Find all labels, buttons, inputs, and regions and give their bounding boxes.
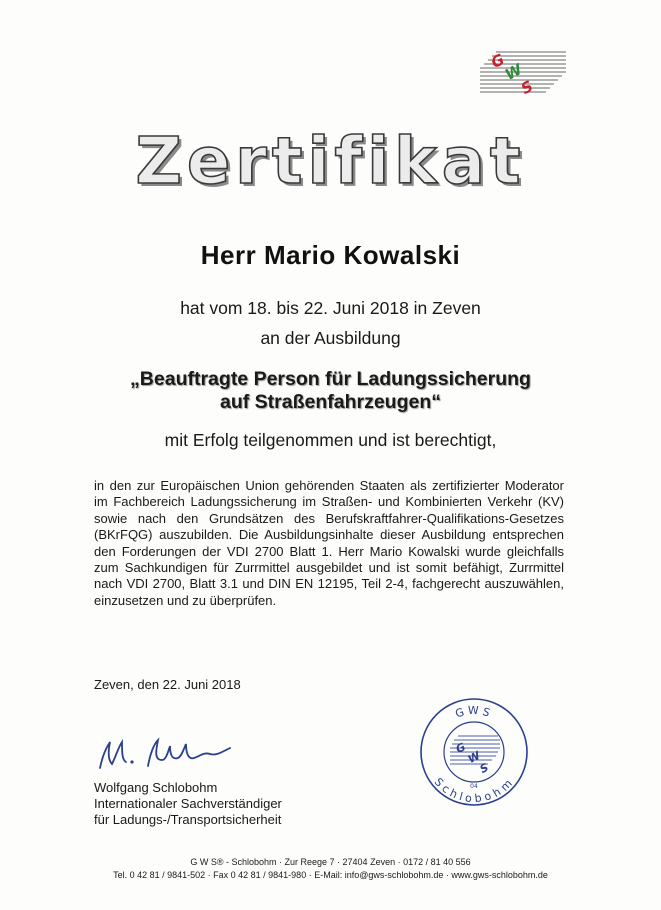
period-line: hat vom 18. bis 22. Juni 2018 in Zeven bbox=[180, 298, 481, 318]
signer-title-1: Internationaler Sachverständiger bbox=[94, 796, 282, 811]
svg-text:S: S bbox=[477, 760, 491, 777]
certificate-body: in den zur Europäischen Union gehörenden Staaten als zertifizierter Moderator im Fachbereich Ladungssicherung im Straßen- und Kombinierten Verkehr (KV) sowie nach den Grundsätzen des Berufskraftfahrer-Qualifikations-Gesetzes (BKrFQG) auszubilden. Die Ausbildungsinhalte dieser Ausbildung entsprechen den Forderungen der VDI 2700 Blatt 1. Herr Mario Kowalski wurde gleichfalls zum Sachkundigen für Zurrmittel ausgebildet und ist somit befähigt, Zurrmittel nach VDI 2700, Blatt 3.1 und DIN EN 12195, Teil 2-4, fachgerecht auszuwählen, einzusetzen und zu überprüfen. bbox=[94, 478, 564, 608]
signer-block bbox=[94, 780, 282, 828]
signature-icon bbox=[92, 730, 252, 778]
course-title bbox=[0, 368, 661, 414]
footer-contact: Tel. 0 42 81 / 9841-502 · Fax 0 42 81 / 9841-980 · E-Mail: info@gws-schlobohm.de · www.gws-schlobohm.de bbox=[113, 870, 548, 880]
svg-text:W: W bbox=[502, 60, 526, 84]
svg-text:GWS bbox=[454, 704, 495, 721]
gws-logo-icon bbox=[478, 44, 568, 100]
stamp-top-text: GWS bbox=[453, 703, 495, 721]
issue-date: Zeven, den 22. Juni 2018 bbox=[94, 677, 241, 692]
success-line: mit Erfolg teilgenommen und ist berechtigt, bbox=[164, 430, 497, 450]
svg-text:W: W bbox=[465, 748, 483, 767]
stamp-number: 04 bbox=[470, 783, 478, 790]
certificate-title: Zertifikat bbox=[135, 125, 526, 199]
svg-text:G: G bbox=[488, 50, 508, 72]
participation-line: an der Ausbildung bbox=[260, 328, 401, 348]
signer-title-2: für Ladungs-/Transportsicherheit bbox=[94, 812, 282, 827]
footer-address: G W S® - Schlobohm · Zur Reege 7 · 27404 Zeven · 0172 / 81 40 556 bbox=[190, 857, 471, 867]
recipient-name: Herr Mario Kowalski bbox=[200, 240, 461, 270]
course-title-line2: auf Straßenfahrzeugen“ bbox=[219, 391, 442, 413]
course-title-line1: „Beauftragte Person für Ladungssicherung bbox=[130, 368, 531, 390]
signer-name: Wolfgang Schlobohm bbox=[94, 780, 218, 795]
svg-text:Schlobohm bbox=[432, 775, 517, 805]
stamp-bottom-text: Schlobohm bbox=[431, 775, 517, 806]
svg-text:G: G bbox=[453, 740, 468, 757]
svg-text:S: S bbox=[518, 76, 537, 98]
company-stamp-icon bbox=[418, 696, 530, 808]
